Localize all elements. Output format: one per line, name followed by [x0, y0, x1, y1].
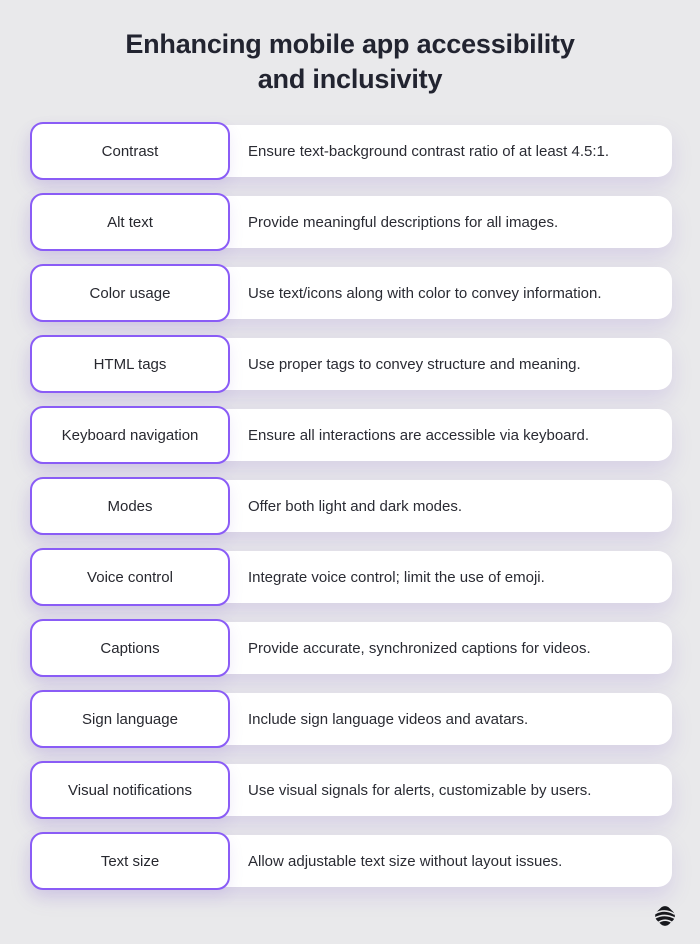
page-title-line1: Enhancing mobile app accessibility	[125, 29, 575, 59]
guideline-description: Offer both light and dark modes.	[248, 497, 463, 515]
guideline-label: Text size	[100, 852, 160, 870]
guideline-description: Provide meaningful descriptions for all images.	[248, 213, 559, 231]
row-visual-notifications	[30, 764, 672, 816]
guideline-description: Integrate voice control; limit the use of emoji.	[248, 568, 545, 586]
guideline-label: Sign language	[82, 710, 178, 728]
row-html-tags	[30, 338, 672, 390]
guideline-label: HTML tags	[93, 355, 167, 373]
row-alt-text	[30, 196, 672, 248]
guideline-label: Visual notifications	[68, 781, 192, 799]
row-contrast	[30, 125, 672, 177]
guideline-label: Captions	[100, 639, 160, 657]
row-color-usage	[30, 267, 672, 319]
label-pill-captions	[30, 619, 230, 677]
label-pill-color-usage	[30, 264, 230, 322]
guideline-label: Alt text	[107, 213, 153, 231]
guideline-description: Provide accurate, synchronized captions for videos.	[248, 639, 591, 657]
guideline-description: Allow adjustable text size without layout issues.	[248, 852, 563, 870]
guideline-label: Modes	[107, 497, 153, 515]
guideline-description: Use proper tags to convey structure and meaning.	[248, 355, 581, 373]
guideline-description: Include sign language videos and avatars.	[248, 710, 529, 728]
guideline-list	[30, 125, 672, 906]
guideline-description: Ensure text-background contrast ratio of at least 4.5:1.	[248, 142, 610, 160]
label-pill-visual-notifications	[30, 761, 230, 819]
label-pill-contrast	[30, 122, 230, 180]
label-pill-text-size	[30, 832, 230, 890]
label-pill-sign-language	[30, 690, 230, 748]
striped-sphere-logo-icon	[651, 901, 679, 931]
guideline-description: Use text/icons along with color to convey information.	[248, 284, 602, 302]
guideline-description: Ensure all interactions are accessible via keyboard.	[248, 426, 590, 444]
row-modes	[30, 480, 672, 532]
row-captions	[30, 622, 672, 674]
guideline-label: Contrast	[101, 142, 159, 160]
row-sign-language	[30, 693, 672, 745]
row-text-size	[30, 835, 672, 887]
label-pill-html-tags	[30, 335, 230, 393]
guideline-description: Use visual signals for alerts, customizable by users.	[248, 781, 592, 799]
label-pill-alt-text	[30, 193, 230, 251]
guideline-label: Keyboard navigation	[61, 426, 199, 444]
label-pill-keyboard-navigation	[30, 406, 230, 464]
row-keyboard-navigation	[30, 409, 672, 461]
guideline-label: Voice control	[87, 568, 173, 586]
guideline-label: Color usage	[89, 284, 171, 302]
page-title-line2: and inclusivity	[257, 64, 443, 94]
row-voice-control	[30, 551, 672, 603]
page-title	[0, 0, 700, 97]
label-pill-voice-control	[30, 548, 230, 606]
label-pill-modes	[30, 477, 230, 535]
